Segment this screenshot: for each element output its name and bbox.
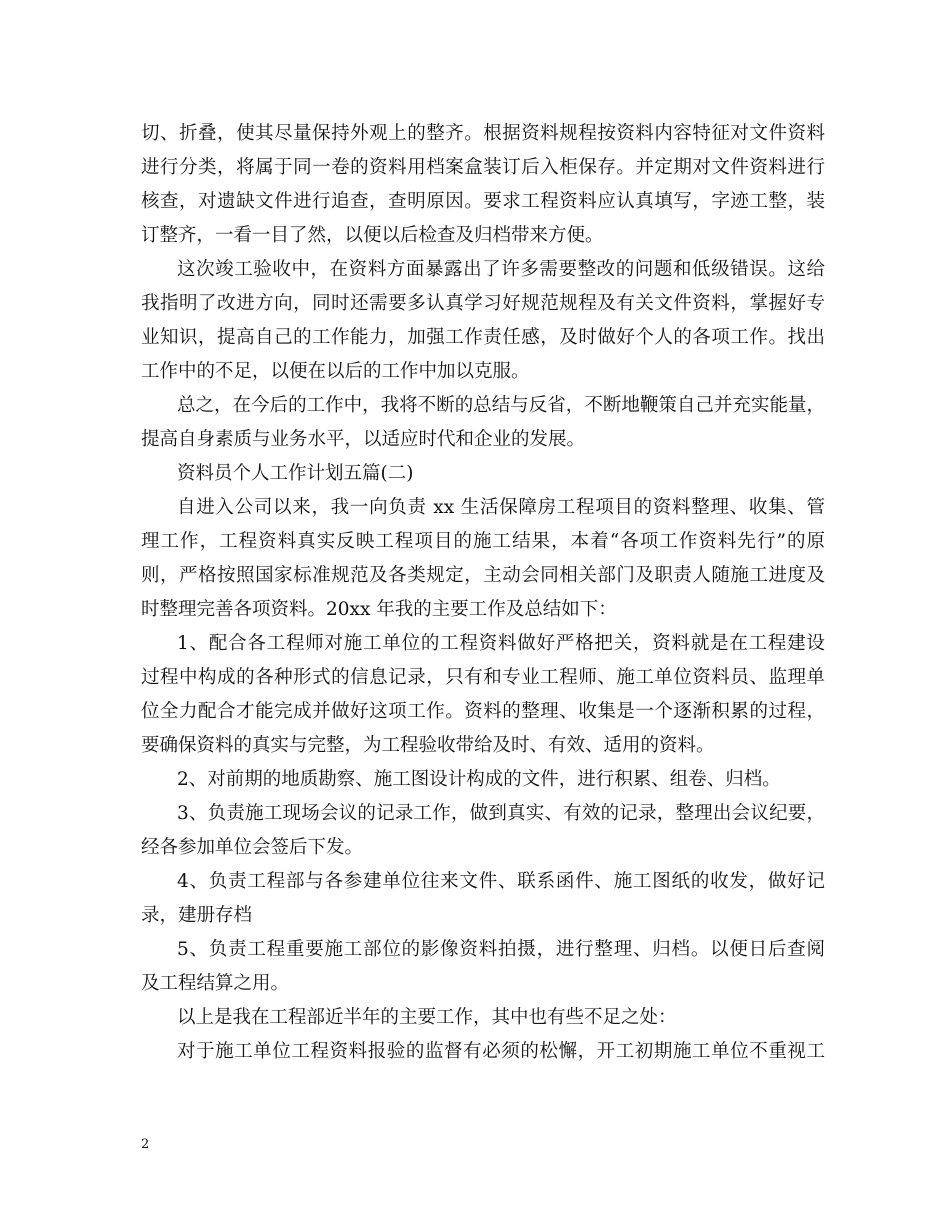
- text-line: 订整齐，一看一目了然，以便以后检查及归档带来方便。: [141, 225, 604, 246]
- list-item: [141, 627, 825, 763]
- text-line: 对于施工单位工程资料报验的监督有必须的松懈，开工初期施工单位不重视工: [177, 1041, 825, 1062]
- heading-line: 资料员个人工作计划五篇(二): [177, 463, 414, 484]
- text-line: 理工作，工程资料真实反映工程项目的施工结果，本着“各项工作资料先行”的原: [141, 531, 825, 552]
- text-line: 录，建册存档: [141, 905, 253, 926]
- text-line: 进行分类，将属于同一卷的资料用档案盒装订后入柜保存。并定期对文件资料进行: [141, 157, 825, 178]
- text-line: 时整理完善各项资料。20xx 年我的主要工作及总结如下：: [141, 599, 617, 620]
- text-line: 这次竣工验收中，在资料方面暴露出了许多需要整改的问题和低级错误。这给: [177, 259, 825, 280]
- text-line: 位全力配合才能完成并做好这项工作。资料的整理、收集是一个逐渐积累的过程，: [141, 701, 825, 722]
- text-line: 业知识，提高自己的工作能力，加强工作责任感，及时做好个人的各项工作。找出: [141, 327, 825, 348]
- body-text: [141, 117, 825, 1069]
- text-line: 工作中的不足，以便在以后的工作中加以克服。: [141, 361, 530, 382]
- paragraph: [141, 1001, 825, 1035]
- text-line: 过程中构成的各种形式的信息记录，只有和专业工程师、施工单位资料员、监理单: [141, 667, 825, 688]
- text-line: 3、负责施工现场会议的记录工作，做到真实、有效的记录，整理出会议纪要，: [177, 803, 825, 824]
- paragraph: [141, 1035, 825, 1069]
- text-line: 以上是我在工程部近半年的主要工作，其中也有些不足之处：: [177, 1007, 677, 1028]
- text-line: 自进入公司以来，我一向负责 xx 生活保障房工程项目的资料整理、收集、管: [177, 497, 825, 518]
- list-item: [141, 933, 825, 1001]
- paragraph: [141, 253, 825, 389]
- paragraph: [141, 389, 825, 457]
- text-line: 及工程结算之用。: [141, 973, 290, 994]
- text-line: 2、对前期的地质勘察、施工图设计构成的文件，进行积累、组卷、归档。: [177, 769, 781, 790]
- paragraph: [141, 117, 825, 253]
- text-line: 5、负责工程重要施工部位的影像资料拍摄，进行整理、归档。以便日后查阅: [177, 939, 825, 960]
- text-line: 我指明了改进方向，同时还需要多认真学习好规范规程及有关文件资料，掌握好专: [141, 293, 825, 314]
- text-line: 4、负责工程部与各参建单位往来文件、联系函件、施工图纸的收发，做好记: [177, 871, 825, 892]
- section-heading: [141, 457, 825, 491]
- text-line: 则，严格按照国家标准规范及各类规定，主动会同相关部门及职责人随施工进度及: [141, 565, 825, 586]
- text-line: 提高自身素质与业务水平，以适应时代和企业的发展。: [141, 429, 586, 450]
- text-line: 1、配合各工程师对施工单位的工程资料做好严格把关，资料就是在工程建设: [177, 633, 825, 654]
- text-line: 总之，在今后的工作中，我将不断的总结与反省，不断地鞭策自己并充实能量，: [177, 395, 825, 416]
- text-line: 要确保资料的真实与完整，为工程验收带给及时、有效、适用的资料。: [141, 735, 715, 756]
- paragraph: [141, 491, 825, 627]
- text-line: 核查，对遗缺文件进行追查，查明原因。要求工程资料应认真填写，字迹工整，装: [141, 191, 825, 212]
- text-line: 经各参加单位会签后下发。: [141, 837, 364, 858]
- text-line: 切、折叠，使其尽量保持外观上的整齐。根据资料规程按资料内容特征对文件资料: [141, 123, 825, 144]
- page-number: 2: [141, 1137, 150, 1152]
- list-item: [141, 763, 825, 797]
- list-item: [141, 797, 825, 865]
- list-item: [141, 865, 825, 933]
